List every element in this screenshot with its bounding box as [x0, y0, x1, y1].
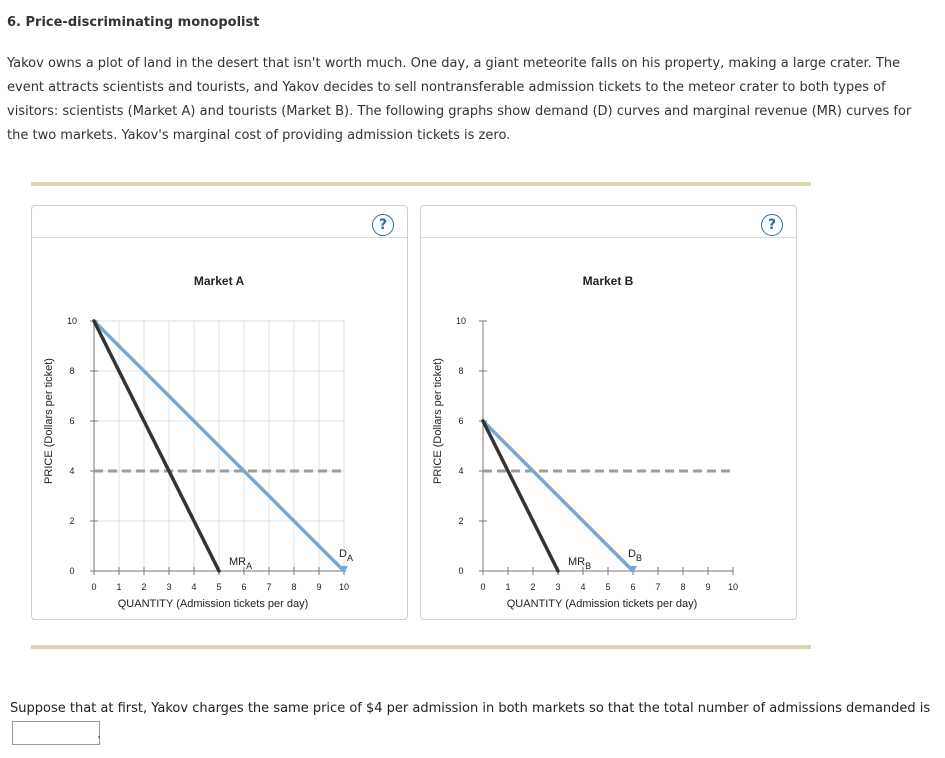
x-tick-label: 8 [680, 582, 686, 592]
x-tick-label: 2 [530, 582, 536, 592]
demand-curve-label: $D_A$ [339, 548, 353, 563]
y-tick-label: 4 [458, 466, 464, 476]
x-tick-label: 6 [241, 582, 247, 592]
y-tick-label: 0 [69, 566, 75, 576]
market-b-chart [421, 206, 796, 619]
intro-paragraph: Yakov owns a plot of land in the desert that isn't worth much. One day, a giant meteorite falls on his property, making a large crater. The event attracts scientists and tourists, and Yakov decides to sell nontransferable admission tickets to the meteor crater to both types of visitors: scientists (Market A) and tourists (Market B). The following graphs show demand (D) curves and marginal revenue (MR) curves for the two markets. Yakov's marginal cost of providing admission tickets is zero. [7, 56, 912, 143]
y-axis-label: PRICE (Dollars per ticket) [432, 358, 444, 484]
x-tick-label: 1 [116, 582, 122, 592]
market-a-chart [32, 206, 407, 619]
x-tick-label: 10 [727, 582, 739, 592]
demand-curve-label: $D_B$ [628, 548, 642, 563]
y-axis-label: PRICE (Dollars per ticket) [43, 358, 55, 484]
help-icon[interactable]: ? [761, 214, 783, 236]
x-tick-label: 5 [216, 582, 222, 592]
y-tick-label: 10 [66, 316, 78, 326]
x-tick-label: 7 [655, 582, 661, 592]
y-tick-label: 6 [458, 416, 464, 426]
y-tick-label: 10 [455, 316, 467, 326]
y-tick-label: 6 [69, 416, 75, 426]
x-tick-label: 0 [91, 582, 97, 592]
x-tick-label: 1 [505, 582, 511, 592]
x-tick-label: 7 [266, 582, 272, 592]
panel-header-line [32, 237, 407, 238]
x-tick-label: 3 [555, 582, 561, 592]
demand-curve [483, 421, 633, 571]
x-tick-label: 8 [291, 582, 297, 592]
sentence-period: . [97, 727, 102, 742]
bottom-divider [31, 645, 811, 649]
chart-title: Market A [193, 274, 245, 288]
total-admissions-input[interactable] [12, 721, 100, 745]
x-tick-label: 3 [166, 582, 172, 592]
x-tick-label: 4 [191, 582, 197, 592]
help-icon[interactable]: ? [372, 214, 394, 236]
panel-header-line [421, 237, 796, 238]
x-axis-label: QUANTITY (Admission tickets per day) [506, 598, 698, 610]
x-tick-label: 5 [605, 582, 611, 592]
top-divider [31, 182, 811, 186]
x-tick-label: 0 [480, 582, 486, 592]
y-tick-label: 8 [69, 366, 75, 376]
question-title: 6. Price-discriminating monopolist [7, 15, 260, 30]
marginal-revenue-curve [94, 321, 219, 571]
x-tick-label: 9 [705, 582, 711, 592]
x-tick-label: 10 [338, 582, 350, 592]
marginal-revenue-curve [483, 421, 558, 571]
y-tick-label: 8 [458, 366, 464, 376]
x-tick-label: 2 [141, 582, 147, 592]
y-tick-label: 2 [69, 516, 75, 526]
x-axis-label: QUANTITY (Admission tickets per day) [117, 598, 309, 610]
y-tick-label: 2 [458, 516, 464, 526]
y-tick-label: 0 [458, 566, 464, 576]
mr-curve-label: $MR_B$ [568, 556, 592, 571]
y-tick-label: 4 [69, 466, 75, 476]
x-tick-label: 9 [316, 582, 322, 592]
x-tick-label: 4 [580, 582, 586, 592]
market-b-panel [420, 205, 797, 620]
x-tick-label: 6 [630, 582, 636, 592]
mr-curve-label: $MR_A$ [229, 556, 253, 571]
question-text: Suppose that at first, Yakov charges the same price of $4 per admission in both markets so that the total number of admissions demanded is [10, 701, 931, 716]
market-a-panel [31, 205, 408, 620]
chart-title: Market B [582, 274, 634, 288]
